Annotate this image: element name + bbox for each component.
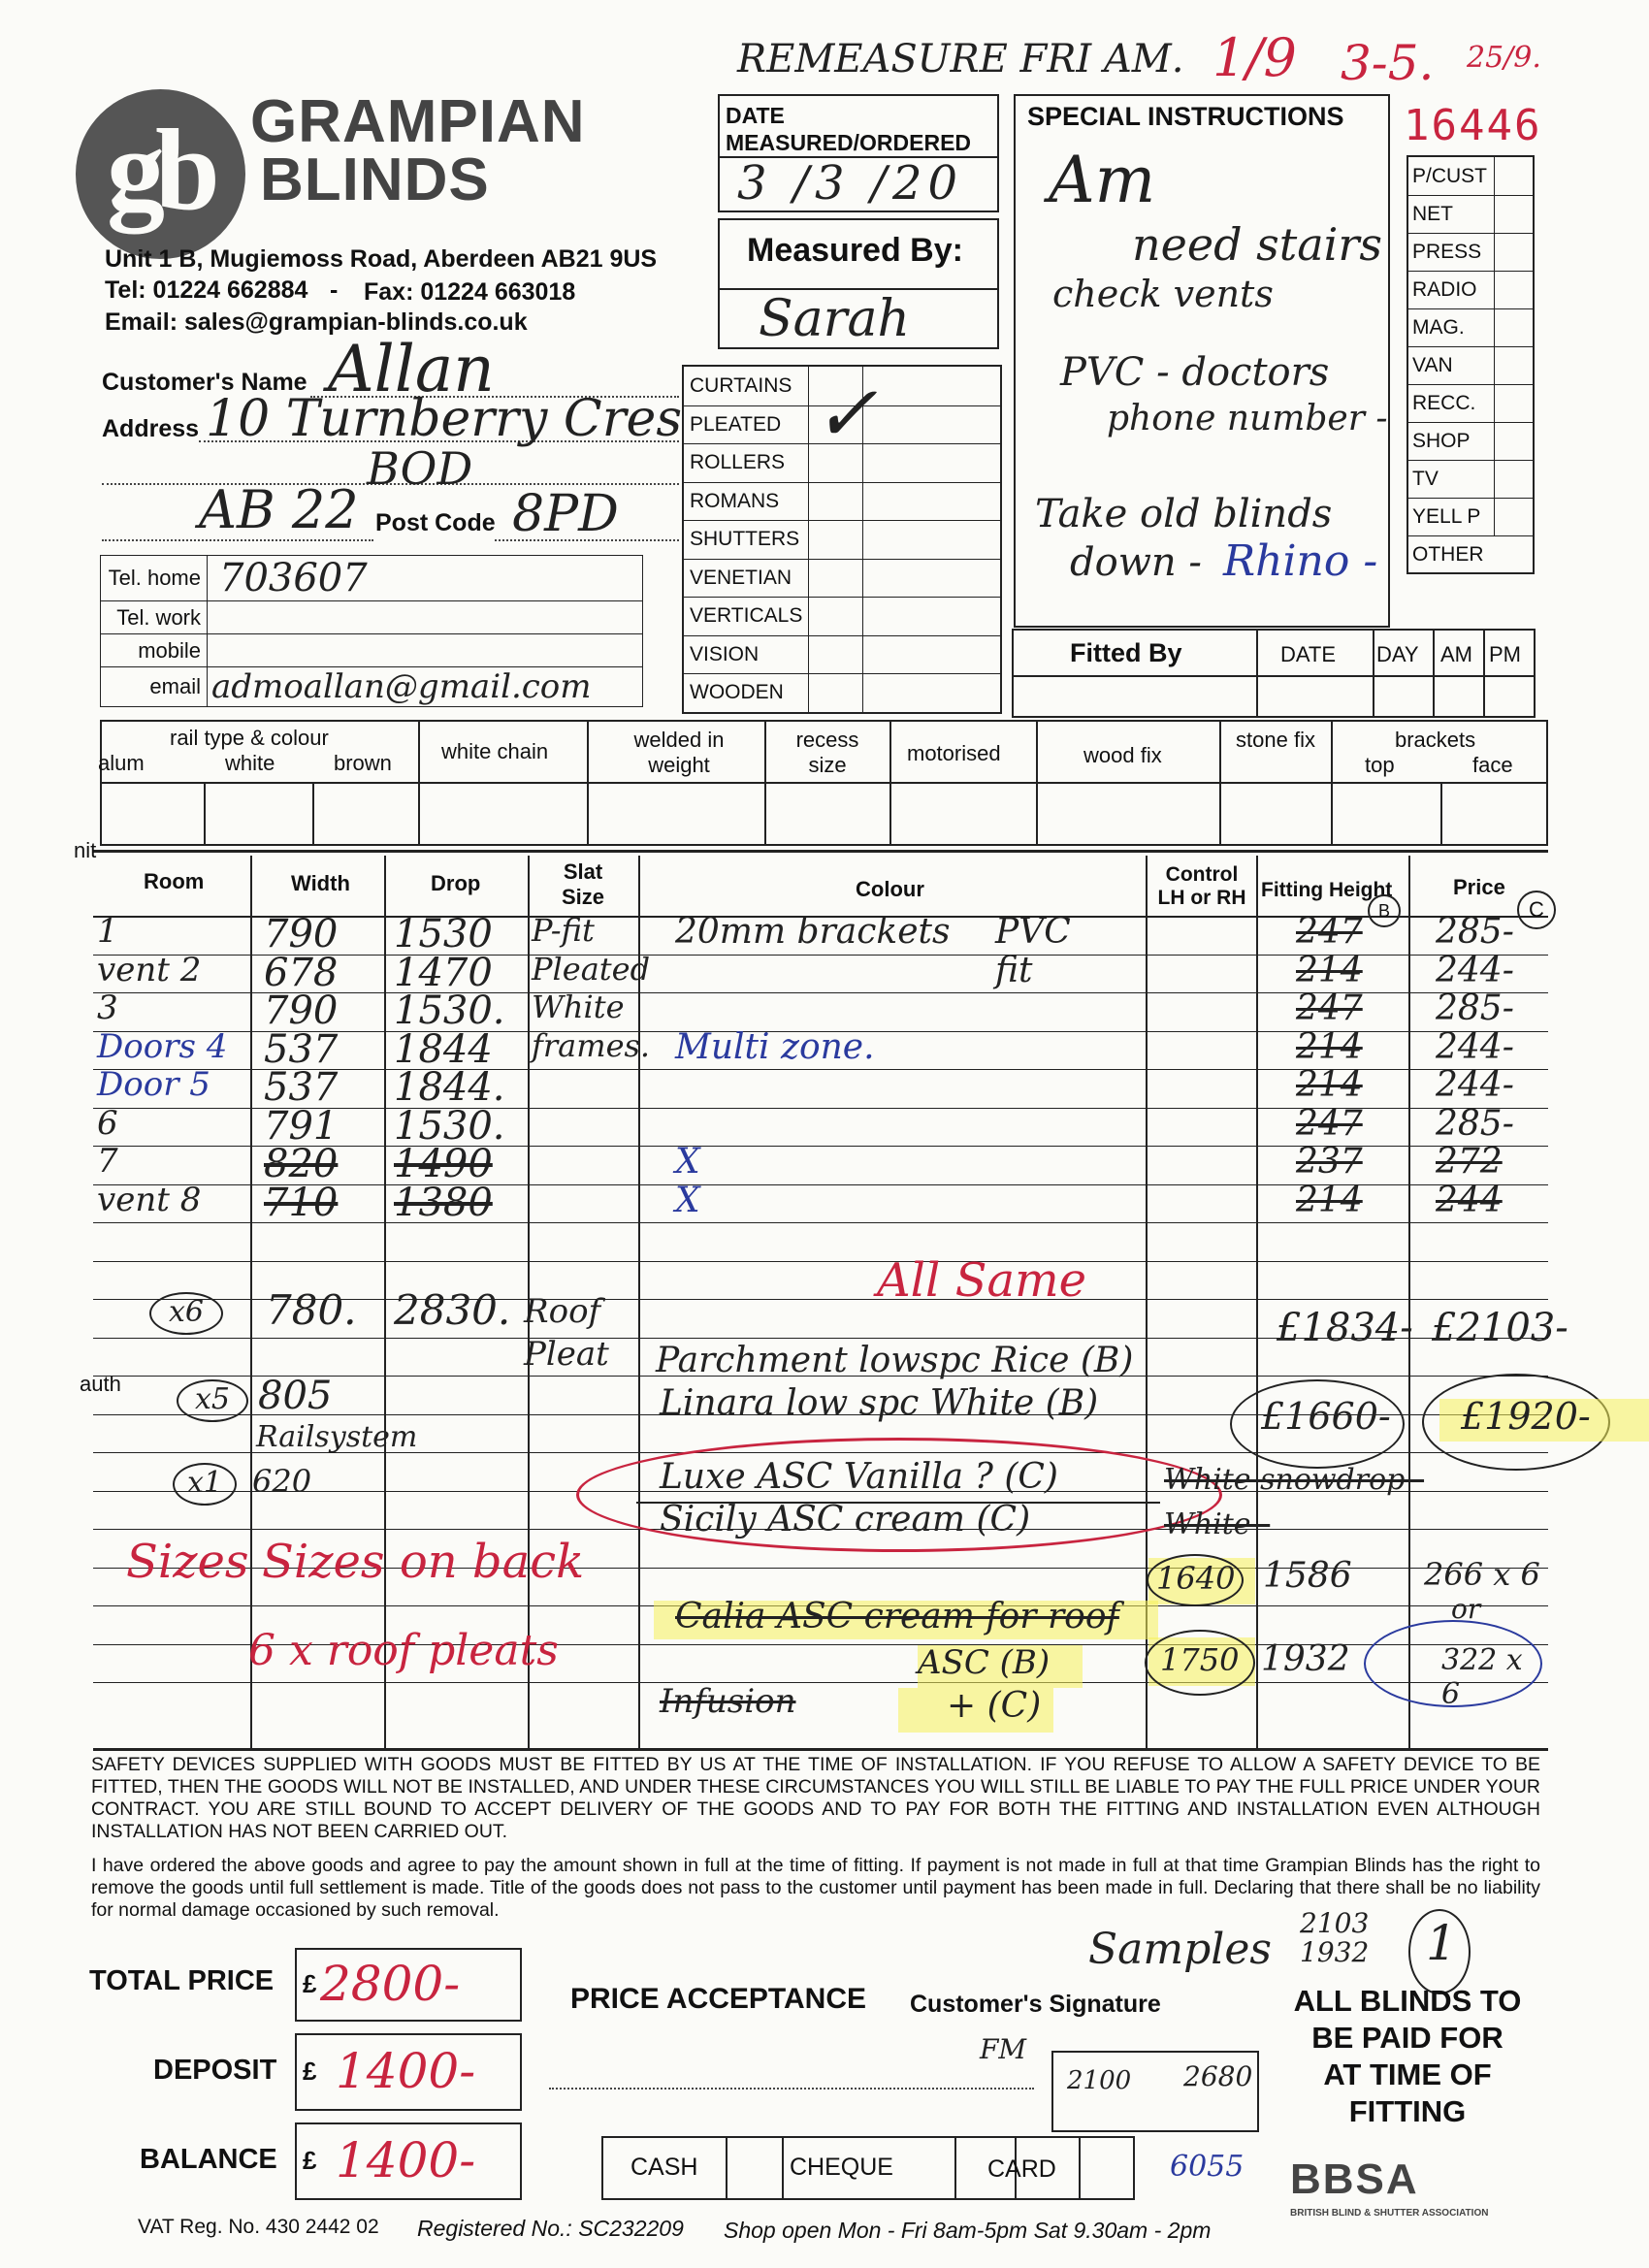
contact-table: [100, 555, 643, 707]
balance-currency: £: [303, 2146, 317, 2175]
fitted-by-am: AM: [1440, 642, 1472, 666]
rail-welded: welded in weight: [633, 728, 725, 777]
source-label: MAG.: [1412, 316, 1465, 339]
note-date-2: 3-5.: [1341, 35, 1435, 91]
source-row: [1408, 308, 1533, 347]
price-per-blind-2: 322 x 6: [1441, 1643, 1523, 1711]
signature-line[interactable]: [549, 2088, 1034, 2090]
remeasure-note: REMEASURE FRI AM.: [737, 37, 1184, 81]
date-measured-value: 3 /3 /20: [737, 156, 964, 211]
row-room: 1: [97, 912, 118, 951]
price-acceptance-label: PRICE ACCEPTANCE: [570, 1983, 867, 2015]
deposit-value: 1400-: [336, 2043, 476, 2099]
row-drop: 1530.: [394, 1103, 505, 1149]
rail-brown: brown: [334, 751, 392, 775]
product-checkbox[interactable]: [808, 405, 809, 444]
row-fit: 247: [1296, 988, 1363, 1028]
registered-number: Registered No.: SC232209: [417, 2216, 684, 2241]
margin-nit: nit: [74, 838, 97, 862]
row-fit: 214: [1296, 950, 1363, 990]
balance-value: 1400-: [336, 2132, 476, 2188]
row-fit: 214: [1296, 1026, 1363, 1067]
product-row: [684, 482, 1000, 522]
row-room: 7: [97, 1142, 118, 1181]
price-option-a2: £2103-: [1432, 1306, 1568, 1350]
order-number: 16446: [1404, 101, 1542, 150]
fitted-by-date: DATE: [1280, 642, 1337, 666]
deposit-currency: £: [303, 2057, 317, 2086]
table-row-line: [93, 1682, 1548, 1683]
fitted-by-label: Fitted By: [1070, 638, 1182, 667]
colour-option-8: + (C): [947, 1686, 1042, 1726]
date-measured-label: DATE MEASURED/ORDERED: [726, 103, 972, 155]
shop-hours: Shop open Mon - Fri 8am-5pm Sat 9.30am - 2pm: [724, 2218, 1212, 2243]
special-note-7: down -: [1070, 540, 1202, 585]
special-note-4: PVC - doctors: [1060, 350, 1330, 395]
total-currency: £: [303, 1969, 317, 1998]
price-per-blind-1: 266 x 6: [1424, 1556, 1540, 1593]
margin-auth: auth: [80, 1372, 121, 1396]
fit-option-4: 1932: [1261, 1639, 1350, 1679]
row-colour: X: [675, 1180, 700, 1220]
samples-note: Samples: [1088, 1925, 1272, 1974]
header-price: Price: [1453, 875, 1505, 899]
rail-brackets: brackets: [1395, 728, 1476, 752]
row-width: 678: [264, 950, 339, 995]
row-room: 6: [97, 1103, 118, 1143]
product-tick: ✓: [813, 369, 879, 459]
product-checkbox[interactable]: [808, 635, 809, 674]
row-drop: 1490: [394, 1142, 493, 1186]
fit-option-3: 1750: [1160, 1641, 1240, 1678]
row-width: 537: [264, 1026, 339, 1072]
contact-value-email: admoallan@gmail.com: [208, 667, 643, 707]
product-checkbox[interactable]: [862, 559, 863, 598]
row-width: 537: [264, 1065, 339, 1110]
source-checkbox[interactable]: [1494, 308, 1495, 346]
source-row: [1408, 535, 1533, 573]
row-colour: 20mm brackets: [675, 912, 951, 952]
product-label: ROLLERS: [690, 451, 786, 473]
row-width: 820: [264, 1142, 339, 1186]
postcode-right: 8PD: [512, 485, 619, 543]
customer-signature-label: Customer's Signature: [910, 1991, 1161, 2018]
colour-option-4: Sicily ASC cream (C): [660, 1500, 1031, 1539]
colour-option-1: Parchment lowspc Rice (B): [656, 1341, 1134, 1380]
roof-pleats-note: 6 x roof pleats: [248, 1626, 559, 1675]
product-row: [684, 520, 1000, 560]
rail-wood-fix: wood fix: [1083, 743, 1162, 767]
slat-roof-2: Pleat: [524, 1335, 609, 1374]
rail-white: white: [225, 751, 275, 775]
source-checkbox[interactable]: [1494, 422, 1495, 460]
fm-value-2: 2680: [1183, 2060, 1253, 2092]
customer-address-1: 10 Turnberry Cres: [206, 390, 683, 448]
fitted-by-day: DAY: [1376, 642, 1419, 666]
product-checkbox[interactable]: [808, 597, 809, 635]
payment-method-box: [601, 2136, 1135, 2200]
drop-roof: 2830.: [394, 1286, 511, 1334]
row-drop: 1380: [394, 1180, 493, 1225]
special-note-2: need stairs: [1132, 218, 1382, 271]
special-note-3: check vents: [1052, 273, 1274, 315]
price-option-b2: £1920-: [1461, 1395, 1591, 1438]
payment-notice-1: ALL BLINDS TO: [1293, 1984, 1522, 2018]
payment-notice-2: BE PAID FOR: [1311, 2021, 1504, 2055]
row-width: 790: [264, 912, 339, 956]
contact-label-mobile: mobile: [101, 634, 208, 667]
header-colour: Colour: [856, 877, 924, 901]
product-label: SHUTTERS: [690, 528, 800, 550]
qty-x5: x5: [177, 1379, 248, 1422]
header-width: Width: [291, 871, 350, 895]
row-colour2: PVC: [995, 912, 1071, 952]
product-label: CURTAINS: [690, 374, 792, 397]
special-instructions-box: [1014, 94, 1390, 628]
source-row: [1408, 157, 1533, 196]
contact-label-home: Tel. home: [101, 556, 208, 601]
header-control: Control LH or RH: [1157, 863, 1246, 909]
header-drop: Drop: [431, 871, 481, 895]
fitted-by-pm: PM: [1489, 642, 1521, 666]
price-option-a1: £1834-: [1277, 1306, 1413, 1350]
fm-note: FM: [980, 2033, 1027, 2065]
source-checkbox[interactable]: [1494, 233, 1495, 271]
special-note-1: Am: [1049, 143, 1156, 217]
source-label: RECC.: [1412, 392, 1476, 414]
row-drop: 1844: [394, 1026, 493, 1072]
product-label: VERTICALS: [690, 604, 803, 627]
product-label: PLEATED: [690, 412, 782, 436]
safety-notice: SAFETY DEVICES SUPPLIED WITH GOODS MUST BE FITTED BY US AT THE TIME OF INSTALLATION. IF YOU REFUSE TO ALLOW A SAFETY DEVICE TO BE FITTED, THEN THE GOODS WILL NOT BE INSTALLED, AND UNDER THESE CIRCUMSTANCES YOU WILL STILL BE LIABLE TO PAY THE FULL PRICE UNDER YOUR CONTRACT. YOU ARE STILL BOUND TO ACCEPT DELIVERY OF THE GOODS AND TO PAY FOR BOTH THE FITTING AND INSTALLATION EVEN ALTHOUGH INSTALLATION HAS NOT BEEN CARRIED OUT.: [91, 1754, 1540, 1842]
product-row: [684, 559, 1000, 599]
source-row: [1408, 460, 1533, 499]
row-fit: 247: [1296, 1103, 1363, 1144]
code-note: 6055: [1170, 2150, 1245, 2184]
product-checkbox[interactable]: [862, 482, 863, 521]
order-agreement: I have ordered the above goods and agree to pay the amount shown in full at the time of fitting. If payment is not made in full at that time Grampian Blinds has the right to remove the goods until full settlement is made. Title of the goods does not pass to the customer until payment has been made in full. Declaring that there shall be no liability for normal damage occasioned by such removal.: [91, 1855, 1540, 1921]
total-price-label: TOTAL PRICE: [89, 1965, 275, 1996]
row-price: 244-: [1436, 1026, 1514, 1067]
table-row-line: [93, 1261, 1548, 1262]
product-checkbox[interactable]: [808, 559, 809, 598]
row-colour: Multi zone.: [675, 1026, 875, 1067]
payment-notice-3: AT TIME OF: [1323, 2057, 1492, 2091]
product-label: VISION: [690, 642, 760, 665]
row-colour2: fit: [995, 950, 1033, 990]
width-x5: 805: [258, 1374, 333, 1418]
customer-address-2: BOD: [367, 442, 473, 495]
source-row: [1408, 422, 1533, 461]
colour-option-6: ASC (B): [918, 1643, 1051, 1682]
measured-by-value: Sarah: [759, 290, 910, 348]
payment-cash[interactable]: CASH: [630, 2154, 698, 2181]
product-row: [684, 673, 1000, 712]
contact-label-email: email: [101, 667, 208, 707]
company-dash: -: [330, 276, 339, 304]
product-checkbox[interactable]: [862, 673, 863, 712]
customer-name: Allan: [328, 332, 495, 406]
special-instructions-label: SPECIAL INSTRUCTIONS: [1027, 102, 1344, 131]
note-date-1: 1/9: [1212, 27, 1297, 88]
sizes-on-back-note-1: Sizes: [126, 1535, 249, 1589]
rail-options-table: [100, 720, 1548, 846]
postcode-left: AB 22: [199, 479, 359, 540]
contact-value-mobile: [208, 634, 643, 667]
product-row: [684, 635, 1000, 675]
special-note-blue: Rhino -: [1223, 536, 1378, 586]
source-checkbox[interactable]: [1494, 460, 1495, 498]
payment-notice: [1267, 1983, 1548, 2130]
sizes-on-back-note: Sizes on back: [262, 1535, 585, 1589]
row-price: 285-: [1436, 1103, 1514, 1144]
colour-option-3: Luxe ASC Vanilla ? (C): [660, 1457, 1058, 1497]
rail-system-note: Railsystem: [256, 1420, 418, 1454]
row-room: vent 2: [97, 950, 202, 989]
vat-number: VAT Reg. No. 430 2442 02: [138, 2216, 379, 2238]
rail-motorised: motorised: [907, 741, 1001, 765]
product-checkbox[interactable]: [862, 635, 863, 674]
balance-box: [295, 2122, 522, 2200]
source-label: VAN: [1412, 354, 1453, 376]
rail-recess: recess size: [795, 728, 859, 777]
header-slat: Slat Size: [561, 859, 605, 909]
row-room: Doors 4: [97, 1026, 228, 1066]
product-checkbox[interactable]: [808, 520, 809, 559]
source-label: SHOP: [1412, 430, 1471, 452]
row-slat: frames.: [532, 1026, 651, 1064]
source-checkbox[interactable]: [1494, 195, 1495, 233]
row-colour: X: [675, 1142, 700, 1182]
price-or: or: [1451, 1593, 1481, 1625]
company-tel: Tel: 01224 662884: [105, 276, 308, 304]
source-row: [1408, 346, 1533, 385]
row-slat: White: [532, 988, 625, 1025]
colour-option-5: Calia ASC cream for roof: [675, 1597, 1119, 1636]
logo-letters: gb: [107, 105, 210, 234]
row-width: 791: [264, 1103, 339, 1149]
balance-label: BALANCE: [140, 2144, 277, 2175]
fit-option-1: 1640: [1156, 1560, 1236, 1597]
date-measured-box: [718, 94, 999, 212]
rail-brackets-top: top: [1365, 753, 1395, 777]
company-email: Email: sales@grampian-blinds.co.uk: [105, 308, 528, 336]
header-fitting-height: Fitting Height: [1261, 879, 1393, 901]
source-checkbox[interactable]: [1494, 157, 1495, 195]
order-table: [93, 856, 1591, 1748]
colour-option-7: Infusion: [660, 1682, 796, 1721]
all-same-note: All Same: [877, 1253, 1087, 1308]
row-fit: 214: [1296, 1065, 1363, 1105]
row-fit: 237: [1296, 1142, 1363, 1182]
row-price: 272: [1436, 1142, 1503, 1182]
rail-brackets-face: face: [1472, 753, 1513, 777]
source-label: TV: [1412, 468, 1439, 490]
samples-note-1: 2103: [1300, 1907, 1370, 1939]
product-checkbox[interactable]: [808, 367, 809, 405]
samples-note-2: 1932: [1300, 1936, 1370, 1968]
company-fax: Fax: 01224 663018: [364, 278, 576, 306]
payment-cheque[interactable]: CHEQUE: [790, 2154, 893, 2181]
rail-alum: alum: [98, 751, 145, 775]
bbsa-logo: BBSA: [1290, 2155, 1419, 2203]
price-option-c: White snowdrop -: [1164, 1463, 1425, 1497]
source-row: [1408, 195, 1533, 234]
product-checkbox[interactable]: [808, 482, 809, 521]
contact-value-work: [208, 601, 643, 634]
source-row: [1408, 271, 1533, 309]
total-price-value: 2800-: [320, 1956, 461, 2012]
source-row: [1408, 384, 1533, 423]
address-label: Address: [102, 415, 200, 442]
row-price: 244-: [1436, 950, 1514, 990]
source-list: [1406, 155, 1535, 574]
row-room: vent 8: [97, 1180, 202, 1219]
row-width: 710: [264, 1180, 339, 1225]
source-checkbox[interactable]: [1494, 384, 1495, 422]
price-option-b1: £1660-: [1261, 1395, 1391, 1438]
contact-label-work: Tel. work: [101, 601, 208, 634]
rail-white-chain: white chain: [441, 739, 549, 763]
qty-x6: x6: [149, 1292, 223, 1335]
row-price: 285-: [1436, 988, 1514, 1028]
product-label: ROMANS: [690, 489, 780, 512]
source-row: [1408, 498, 1533, 536]
fitting-b-marker: B: [1368, 894, 1401, 927]
postcode-label: Post Code: [375, 509, 496, 536]
special-note-5: phone number -: [1107, 399, 1388, 438]
product-checkbox[interactable]: [808, 673, 809, 712]
special-note-6: Take old blinds: [1035, 492, 1333, 536]
slat-roof-1: Roof: [524, 1292, 601, 1331]
product-row: [684, 597, 1000, 636]
source-label: RADIO: [1412, 278, 1477, 301]
deposit-label: DEPOSIT: [153, 2055, 277, 2086]
source-label: YELL P: [1412, 505, 1481, 528]
note-circle-value: 1: [1426, 1915, 1457, 1971]
colour-option-2: Linara low spc White (B): [660, 1383, 1099, 1423]
customer-name-label: Customer's Name: [102, 369, 307, 396]
rail-stone-fix: stone fix: [1236, 728, 1315, 752]
row-price: 244: [1436, 1180, 1503, 1220]
measured-by-box: [718, 218, 999, 349]
company-logo: [76, 89, 245, 259]
rail-type-title: rail type & colour: [170, 726, 329, 750]
row-price: 285-: [1436, 912, 1514, 952]
product-checkbox[interactable]: [862, 520, 863, 559]
header-room: Room: [144, 869, 205, 893]
row-room: Door 5: [97, 1065, 210, 1104]
row-slat: P-fit: [532, 912, 595, 949]
source-checkbox[interactable]: [1494, 346, 1495, 384]
width-roof: 780.: [266, 1286, 357, 1334]
source-label: PRESS: [1412, 241, 1482, 263]
product-label: WOODEN: [690, 681, 784, 703]
fm-value-1: 2100: [1067, 2066, 1132, 2095]
bbsa-subtitle: BRITISH BLIND & SHUTTER ASSOCIATION: [1290, 2208, 1489, 2219]
fitted-by-box: [1012, 629, 1536, 718]
source-label: P/CUST: [1412, 165, 1488, 187]
row-room: 3: [97, 988, 118, 1027]
source-checkbox[interactable]: [1494, 498, 1495, 535]
source-label: OTHER: [1412, 543, 1484, 566]
company-name-2: BLINDS: [260, 146, 490, 213]
row-drop: 1530.: [394, 988, 505, 1033]
price-option-d: White -: [1164, 1507, 1271, 1541]
note-date-3: 25/9.: [1467, 41, 1541, 75]
contact-value-home: 703607: [208, 556, 643, 601]
total-price-box: [295, 1948, 522, 2022]
source-checkbox[interactable]: [1494, 271, 1495, 308]
source-label: NET: [1412, 203, 1453, 225]
product-checkbox[interactable]: [862, 597, 863, 635]
row-fit: 247: [1296, 912, 1363, 952]
product-label: VENETIAN: [690, 566, 792, 589]
row-drop: 1470: [394, 950, 493, 995]
fit-option-2: 1586: [1263, 1556, 1352, 1596]
price-c-marker: C: [1517, 891, 1556, 929]
product-checkbox[interactable]: [808, 443, 809, 482]
width-x1: 620: [252, 1463, 312, 1500]
measured-by-label: Measured By:: [747, 232, 963, 269]
qty-x1: x1: [173, 1463, 237, 1506]
payment-card[interactable]: CARD: [987, 2155, 1056, 2183]
row-slat: Pleated: [532, 950, 651, 988]
row-fit: 214: [1296, 1180, 1363, 1220]
payment-notice-4: FITTING: [1348, 2094, 1467, 2128]
deposit-box: [295, 2033, 522, 2111]
fm-box: [1051, 2051, 1259, 2132]
row-drop: 1844.: [394, 1065, 505, 1110]
company-address: Unit 1 B, Mugiemoss Road, Aberdeen AB21 9US: [105, 245, 658, 273]
company-name-1: GRAMPIAN: [250, 88, 586, 155]
source-row: [1408, 233, 1533, 272]
row-price: 244-: [1436, 1065, 1514, 1105]
row-width: 790: [264, 988, 339, 1033]
row-drop: 1530: [394, 912, 493, 956]
